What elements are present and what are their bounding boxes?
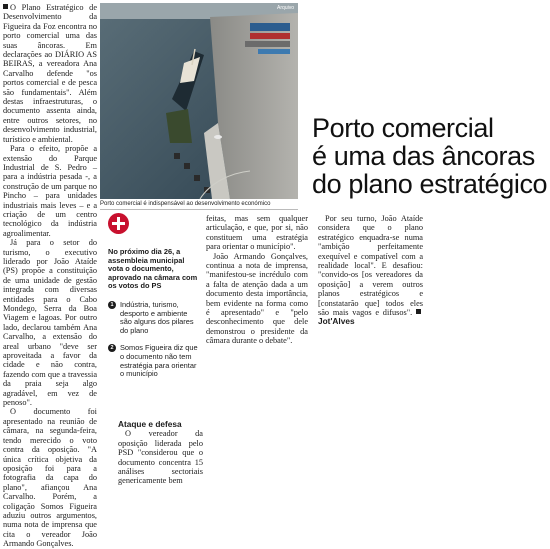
article-paragraph: João Armando Gonçalves, continua a nota de imprensa, "manifestou-se incrédulo com a falta de atenção dada a um documento desta importância, bem evidente na forma como é apresentado" e "pelo desconhecimento que dele demonstrou o presidente da câmara durante o debate".	[206, 251, 308, 346]
author-signature: Jot'Alves	[318, 316, 355, 327]
article-paragraph: O vereador da oposição liderada pelo PSD "considerou que o documento concentra 15 análises sectoriais genericamente bem	[118, 429, 203, 486]
article-paragraph: O documento foi apresentado na reunião de câmara, na segunda-feira, tendo merecido o voto contra da oposição. "A única crítica objetiva da oposição foi para a fotografia da capa do plano", afiançou Ana Carvalho. Porém, a coligação Somos Figueira aduziu outros argumentos, numa nota de imprensa que cita o vereador João Armando Gonçalves.	[3, 407, 97, 549]
harbor-aerial-image	[100, 3, 298, 199]
headline-line: Porto comercial	[312, 113, 494, 143]
article-column-4	[318, 214, 423, 327]
box-lead: No próximo dia 26, a assembleia municipal vota o documento, aprovado na câmara com os votos do PS	[108, 247, 198, 291]
article-column-1	[3, 3, 97, 549]
photo-credit: Arquivo	[277, 5, 294, 11]
article-paragraph: O Plano Estratégico de Desenvolvimento da Figueira da Foz encontra no porto comercial uma das suas âncoras. Em declarações ao DIÁRIO AS BEIRAS, a vereadora Ana Carvalho defende "os portos comercial e de pesca são fundamentais". Além destas infraestruturas, o documento assenta ainda, entre outros setores, no desenvolvimento industrial, turístico e ambiental.	[3, 3, 97, 144]
headline-line: do plano estratégico	[312, 169, 548, 199]
box-list-item: 1 Indústria, turismo, desporto e ambiente são alguns dos pilares do plano	[108, 301, 200, 335]
article-paragraph: Já para o setor do turismo, o executivo liderado por João Ataíde (PS) propõe a constituição de uma unidade de gestão integrada com diversas entidades para o Cabo Mondego, Serra da Boa Viagem e lagoas. Por outro lado, declarou também Ana Carvalho, a extensão do areal urbano "deve ser aproveitada a favor da cidade e não contra, fazendo com que a travessia da praia seja algo agradável, em vez de penoso".	[3, 238, 97, 408]
headline	[312, 114, 548, 198]
box-list-item: 2 Somos Figueira diz que o documento não tem estratégia para orientar o município	[108, 344, 200, 378]
subheading: Ataque e defesa	[118, 419, 182, 429]
lead-square-icon	[3, 4, 8, 9]
harbor-photo	[100, 3, 298, 199]
highlights-box	[108, 213, 200, 388]
box-list	[108, 301, 200, 379]
article-column-3	[206, 214, 308, 346]
article-paragraph: Por seu turno, João Ataíde considera que o plano estratégico enquadra-se numa "ambição perfeitamente exequível e compatível com a realidade local". E desafiou: "convido-os [os vereadores da oposição] a verem outros planos estratégicos e [constatarão que] todos eles são mais vagos e difusos". Jot'Alves	[318, 214, 423, 327]
red-cross-plus-icon	[108, 213, 129, 234]
end-square-icon	[416, 309, 421, 314]
article-column-2	[118, 420, 203, 486]
photo-caption: Porto comercial é indispensável ao desenvolvimento económico	[100, 199, 298, 210]
article-paragraph: feitas, mas sem qualquer articulação, e que, por si, não constituem uma estratégia para orientar o município".	[206, 214, 308, 252]
number-bullet-icon: 1	[108, 301, 116, 309]
number-bullet-icon: 2	[108, 344, 116, 352]
headline-line: é uma das âncoras	[312, 141, 535, 171]
article-paragraph: Para o efeito, propõe a extensão do Parque Industrial de S. Pedro – para a indústria pesada -, a construção de um parque no Pincho – para unidades industriais mais leves – e a criação de um centro tecnológico da indústria agroalimentar.	[3, 144, 97, 238]
